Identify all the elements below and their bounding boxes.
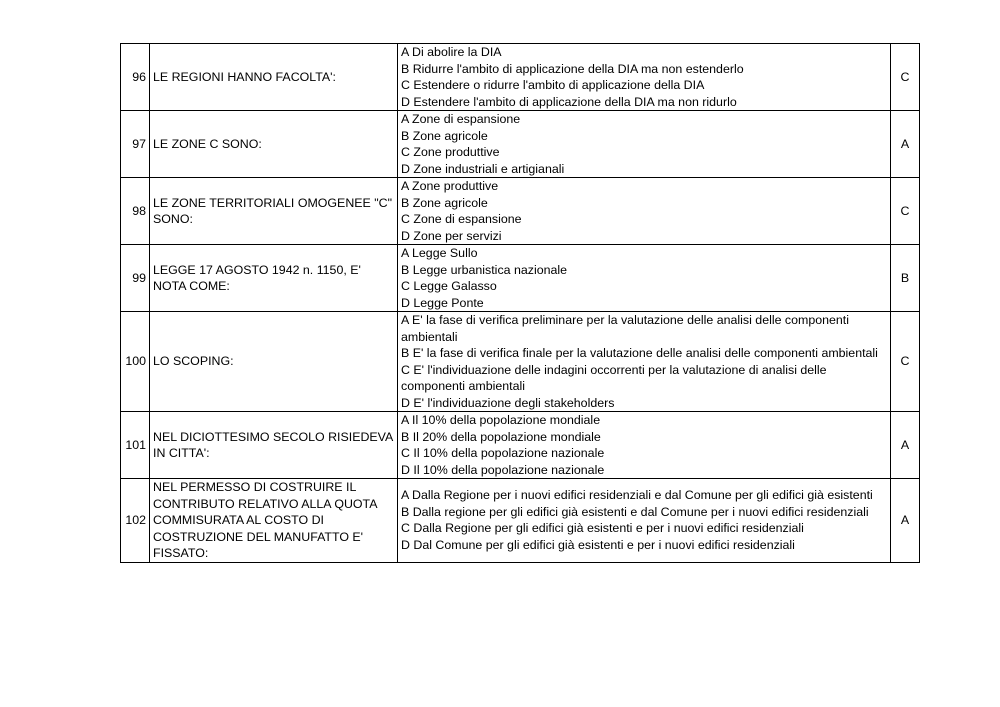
question-number: 99 (121, 245, 150, 312)
question-text (150, 479, 398, 563)
answer-options (398, 111, 891, 178)
quiz-table (120, 43, 920, 563)
answer-options (398, 245, 891, 312)
question-text-label: LE ZONE C SONO: (153, 136, 262, 151)
option-a: A Zone di espansione (401, 112, 521, 126)
quiz-table-body (121, 44, 920, 563)
option-c: C Il 10% della popolazione nazionale (401, 446, 605, 460)
option-c: C E' l'individuazione delle indagini occorrenti per la valutazione di analisi delle componenti ambientali (401, 362, 827, 393)
answer-options (398, 412, 891, 479)
question-number: 101 (121, 412, 150, 479)
question-text (150, 312, 398, 412)
option-d: D E' l'individuazione degli stakeholders (401, 395, 615, 410)
question-number: 96 (121, 44, 150, 111)
question-number: 102 (121, 479, 150, 563)
question-text (150, 412, 398, 479)
option-c: C Zone di espansione (401, 212, 522, 226)
correct-answer: C (891, 178, 920, 245)
option-a: A E' la fase di verifica preliminare per la valutazione delle analisi delle componenti ambientali (401, 313, 849, 344)
option-c: C Legge Galasso (401, 279, 497, 293)
correct-answer: A (891, 111, 920, 178)
option-c: C Dalla Regione per gli edifici già esistenti e per i nuovi edifici residenziali (401, 521, 804, 536)
answer-options (398, 44, 891, 111)
question-text-label: LE ZONE TERRITORIALI OMOGENEE "C" SONO: (153, 195, 392, 226)
option-b: B Dalla regione per gli edifici già esistenti e dal Comune per i nuovi edifici residenziali (401, 504, 869, 519)
option-a: A Legge Sullo (401, 246, 478, 260)
question-text-label: NEL DICIOTTESIMO SECOLO RISIEDEVA IN CITTA': (153, 429, 393, 460)
option-d: D Il 10% della popolazione nazionale (401, 462, 605, 477)
option-c: C Estendere o ridurre l'ambito di applicazione della DIA (401, 78, 705, 92)
question-text (150, 178, 398, 245)
correct-answer: C (891, 44, 920, 111)
question-text (150, 245, 398, 312)
option-d: D Zone industriali e artigianali (401, 161, 565, 176)
table-row (121, 245, 920, 312)
option-b: B Ridurre l'ambito di applicazione della DIA ma non estenderlo (401, 61, 744, 76)
question-number: 100 (121, 312, 150, 412)
table-row (121, 111, 920, 178)
table-row (121, 44, 920, 111)
question-text (150, 111, 398, 178)
option-b: B E' la fase di verifica finale per la valutazione delle analisi delle componenti ambientali (401, 346, 878, 360)
option-d: D Legge Ponte (401, 295, 484, 310)
question-number: 98 (121, 178, 150, 245)
question-text-label: LE REGIONI HANNO FACOLTA': (153, 69, 336, 84)
question-text-label: LEGGE 17 AGOSTO 1942 n. 1150, E' NOTA COME: (153, 262, 361, 293)
option-a: A Dalla Regione per i nuovi edifici residenziali e dal Comune per gli edifici già esistenti (401, 488, 873, 503)
table-row (121, 479, 920, 563)
question-text-label: NEL PERMESSO DI COSTRUIRE IL CONTRIBUTO RELATIVO ALLA QUOTA COMMISURATA AL COSTO DI COSTRUZIONE DEL MANUFATTO E' FISSATO: (153, 480, 377, 560)
table-row (121, 312, 920, 412)
question-number: 97 (121, 111, 150, 178)
option-a: A Di abolire la DIA (401, 45, 502, 59)
correct-answer: A (891, 412, 920, 479)
option-b: B Zone agricole (401, 195, 488, 210)
question-text-label: LO SCOPING: (153, 354, 234, 369)
table-row (121, 412, 920, 479)
option-b: B Zone agricole (401, 128, 488, 143)
option-d: D Estendere l'ambito di applicazione della DIA ma non ridurlo (401, 94, 737, 109)
correct-answer: C (891, 312, 920, 412)
correct-answer: B (891, 245, 920, 312)
answer-options (398, 312, 891, 412)
answer-options (398, 479, 891, 563)
correct-answer: A (891, 479, 920, 563)
option-b: B Il 20% della popolazione mondiale (401, 429, 601, 444)
question-text (150, 44, 398, 111)
option-a: A Il 10% della popolazione mondiale (401, 413, 601, 427)
option-d: D Dal Comune per gli edifici già esistenti e per i nuovi edifici residenziali (401, 537, 795, 552)
option-c: C Zone produttive (401, 145, 500, 159)
table-row (121, 178, 920, 245)
answer-options (398, 178, 891, 245)
option-d: D Zone per servizi (401, 228, 502, 243)
option-b: B Legge urbanistica nazionale (401, 262, 568, 277)
option-a: A Zone produttive (401, 179, 499, 193)
